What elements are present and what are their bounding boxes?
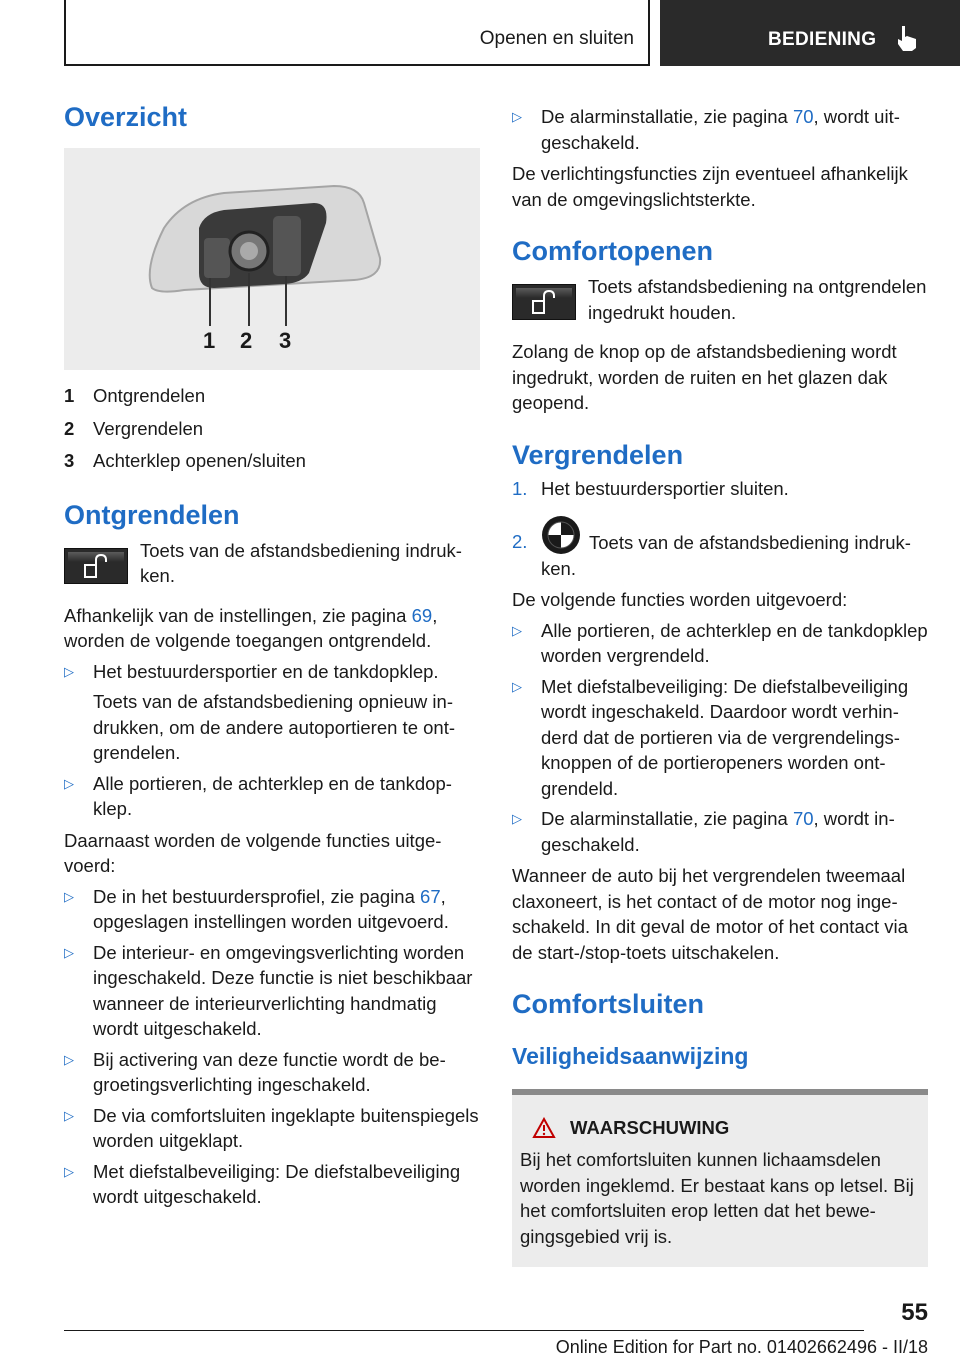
unlock-button-row (64, 538, 480, 589)
step-number: 1. (512, 477, 528, 499)
step-item (512, 515, 928, 581)
warning-label: WAARSCHUWING (570, 1117, 730, 1138)
alarm-list (512, 104, 928, 155)
key-label-2: 2 (240, 328, 253, 353)
step-number: 2. (512, 531, 528, 552)
unlock-button-icon (512, 284, 576, 320)
list-item: ▷ Met diefstalbeveiliging: De diefstalbeveiliging wordt ingeschakeld. Daardoor wordt verhinderd dat de portieren via de vergrendelingsknoppen of de portieropeners worden ontgrendeld. (512, 674, 928, 802)
pointing-hand-icon (896, 24, 918, 52)
legend-item (64, 380, 480, 413)
page-link-70[interactable]: 70 (792, 808, 814, 829)
legend-number: 3 (64, 450, 75, 471)
key-fob-icon (64, 148, 480, 370)
footer-divider (64, 1330, 864, 1331)
text-span: , wordt uitgeschakeld. (541, 106, 900, 153)
key-label-3: 3 (279, 328, 292, 353)
warning-title (532, 1117, 920, 1139)
page-number: 55 (901, 1299, 928, 1326)
text-span: De in het bestuurdersprofiel, zie pagina (93, 885, 421, 907)
also-text: Daarnaast worden de volgende functies uitgevoerd: (64, 829, 442, 876)
page-link-70[interactable]: 70 (792, 106, 814, 127)
light-text: De verlichtingsfuncties zijn eventueel afhankelijk van de omgevingslichtsterkte. (512, 163, 908, 210)
text-span: De alarminstallatie, zie pagina (541, 808, 793, 829)
comfort-open-button-text: Toets afstandsbediening na ontgrendelen ingedrukt houden. (588, 276, 927, 323)
warning-text: Bij het comfortsluiten kunnen lichaamsdelen worden ingeklemd. Er bestaat kans op letsel. Bij het comfortsluiten erop letten dat het bewegingsgebied vrij is. (520, 1149, 914, 1247)
chapter-title: BEDIENING (768, 29, 877, 50)
list-item: ▷ Het bestuurdersportier en de tankdopklep. (64, 659, 480, 685)
list-item (512, 806, 928, 857)
key-legend (64, 380, 480, 478)
list-item: ▷ Alle portieren, de achterklep en de tankdopklep worden vergrendeld. (512, 618, 928, 669)
step-text: Het bestuurdersportier sluiten. (541, 477, 789, 499)
text-span: Afhankelijk van de instellingen, zie pagina (64, 604, 412, 626)
left-column (64, 100, 480, 1210)
section-title: Openen en sluiten (479, 28, 634, 49)
comfort-open-button-row (512, 274, 928, 325)
legend-item (64, 413, 480, 446)
step-item (512, 476, 928, 502)
list-item: ▷ Bij activering van deze functie wordt de begroetingsverlichting ingeschakeld. (64, 1047, 480, 1098)
list-item: ▷ Met diefstalbeveiliging: De diefstalbeveiliging wordt uitgeschakeld. (64, 1159, 480, 1210)
list-subtext: Toets van de afstandsbediening opnieuw indrukken, om de andere autoportieren te ontgrendelen. (93, 691, 456, 763)
warning-triangle-icon (532, 1117, 556, 1139)
legend-item (64, 445, 480, 478)
header-section-box (64, 0, 650, 66)
overview-heading: Overzicht (64, 102, 188, 132)
lock-steps (512, 476, 928, 582)
text-span: De alarminstallatie, zie pagina (541, 106, 793, 127)
unlock-list-2 (64, 771, 480, 822)
unlock-button-icon (64, 548, 128, 584)
lock-functions-list (512, 618, 928, 858)
page-link-67[interactable]: 67 (420, 885, 441, 907)
legend-number: 1 (64, 385, 75, 406)
double-lock-text: Wanneer de auto bij het vergrendelen tweemaal claxoneert, is het contact of de motor nog ingeschakeld. In dit geval de motor of het contact via de start-/stop-toets uitschakelen. (512, 865, 908, 963)
comfort-open-text: Zolang de knop op de afstandsbediening wordt ingedrukt, worden de ruiten en het glazen dak geopend. (512, 341, 897, 413)
page-link-69[interactable]: 69 (411, 604, 433, 626)
legend-number: 2 (64, 417, 75, 439)
legend-label: Achterklep openen/sluiten (93, 450, 306, 471)
list-item (512, 104, 928, 155)
unlock-button-text: Toets van de afstandsbediening indrukken. (140, 539, 462, 586)
lock-follow-text: De volgende functies worden uitgevoerd: (512, 589, 848, 610)
legend-label: Vergrendelen (93, 417, 204, 439)
legend-label: Ontgrendelen (93, 385, 206, 406)
key-label-1: 1 (203, 328, 216, 353)
text-span: , opgeslagen instellingen worden uitgevoerd. (93, 885, 449, 932)
lock-heading: Vergrendelen (512, 439, 684, 470)
list-item: ▷ De interieur- en omgevingsverlichting worden ingeschakeld. Deze functie is niet beschikbaar wanneer de interieurverlichting handmatig wordt uitgeschakeld. (64, 940, 480, 1042)
warning-box (512, 1089, 928, 1267)
safety-heading: Veiligheidsaanwijzing (512, 1043, 749, 1069)
bmw-logo-icon (541, 515, 581, 555)
unlock-list (64, 659, 480, 685)
list-item: ▷ Alle portieren, de achterklep en de tankdopklep. (64, 771, 480, 822)
unlock-depends-text (64, 603, 480, 654)
right-column (512, 104, 928, 1267)
footer-edition: Online Edition for Part no. 01402662496 - II/18 (555, 1337, 928, 1357)
list-item: ▷ De via comfortsluiten ingeklapte buitenspiegels worden uitgeklapt. (64, 1103, 480, 1154)
unlock-heading: Ontgrendelen (64, 499, 240, 530)
text-span: , wordt ingeschakeld. (541, 808, 895, 855)
comfort-open-heading: Comfortopenen (512, 236, 713, 266)
text-span: , worden de volgende toegangen ontgrendeld. (64, 604, 438, 651)
list-item (64, 884, 480, 935)
header-chapter-box (660, 0, 960, 66)
comfort-close-heading: Comfortsluiten (512, 989, 704, 1019)
functions-list (64, 884, 480, 1210)
key-fob-image (64, 148, 480, 370)
step-text: Toets van de afstandsbediening indrukken. (541, 532, 911, 579)
